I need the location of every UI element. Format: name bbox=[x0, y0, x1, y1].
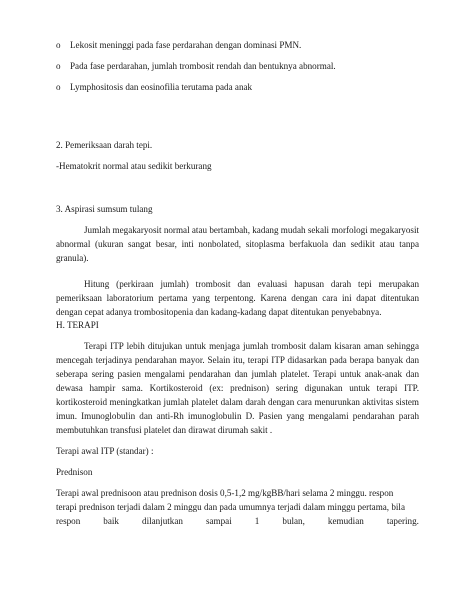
section-heading: H. TERAPI bbox=[56, 320, 99, 330]
paragraph: Hitung (perkiraan jumlah) trombosit dan evaluasi hapusan darah tepi merupakan pemeriksaan laboratorium pertama yang terpentong. Karena dengan cara ini dapat ditentukan dengan cepat adanya trombositopenia dan kadang-kadang dapat ditentukan penyebabnya. bbox=[56, 279, 419, 317]
word: sampai bbox=[205, 516, 232, 526]
word: 1 bbox=[254, 516, 260, 526]
subsection-label: Prednison bbox=[56, 467, 93, 477]
subsection-heading: Terapi awal ITP (standar) : bbox=[56, 446, 154, 456]
bullet-item: Pada fase perdarahan, jumlah trombosit rendah dan bentuknya abnormal. bbox=[70, 61, 336, 71]
bullet-marker: o bbox=[56, 40, 61, 50]
body-line: Terapi awal prednisoon atau prednison dosis 0,5-1,2 mg/kgBB/hari selama 2 minggu. respon bbox=[56, 488, 394, 498]
word: tapering. bbox=[386, 516, 419, 526]
justified-line bbox=[56, 514, 419, 528]
word: respon bbox=[56, 516, 81, 526]
bullet-marker: o bbox=[56, 82, 61, 92]
word: bulan, bbox=[282, 516, 305, 526]
paragraph: Terapi ITP lebih ditujukan untuk menjaga jumlah trombosit dalam kisaran aman sehingga mencegah terjadinya pendarahan mayor. Selain itu, terapi ITP didasarkan pada berapa banyak dan seberapa sering pasien mengalami pendarahan dan jumlah platelet. Terapi untuk anak-anak dan dewasa hampir sama. Kortikosteroid (ex: prednison) sering digunakan untuk terapi ITP. kortikosteroid meningkatkan jumlah platelet dalam darah dengan cara menurunkan aktivitas sistem imun. Imunoglobulin dan anti-Rh imunoglobulin D. Pasien yang mengalami pendarahan parah membutuhkan transfusi platelet dan dirawat dirumah sakit . bbox=[56, 341, 419, 435]
paragraph: Jumlah megakaryosit normal atau bertambah, kadang mudah sekali morfologi megakaryosit abnormal (ukuran sangat besar, inti nonbolated, sitoplasma berfakuola dan sedikit atau tanpa granula). bbox=[56, 225, 419, 263]
word: kemudian bbox=[327, 516, 364, 526]
word: dilanjutkan bbox=[142, 516, 183, 526]
bullet-marker: o bbox=[56, 61, 61, 71]
bullet-item: Lekosit meninggi pada fase perdarahan dengan dominasi PMN. bbox=[70, 40, 302, 50]
bullet-item: Lymphositosis dan eosinofilia terutama pada anak bbox=[70, 82, 253, 92]
body-line: -Hematokrit normal atau sedikit berkurang bbox=[56, 161, 212, 171]
body-line: terapi prednison terjadi dalam 2 minggu dan pada umumnya terjadi dalam minggu pertama, bila bbox=[56, 502, 405, 512]
section-heading: 2. Pemeriksaan darah tepi. bbox=[56, 140, 153, 150]
section-heading: 3. Aspirasi sumsum tulang bbox=[56, 204, 153, 214]
word: baik bbox=[103, 516, 119, 526]
